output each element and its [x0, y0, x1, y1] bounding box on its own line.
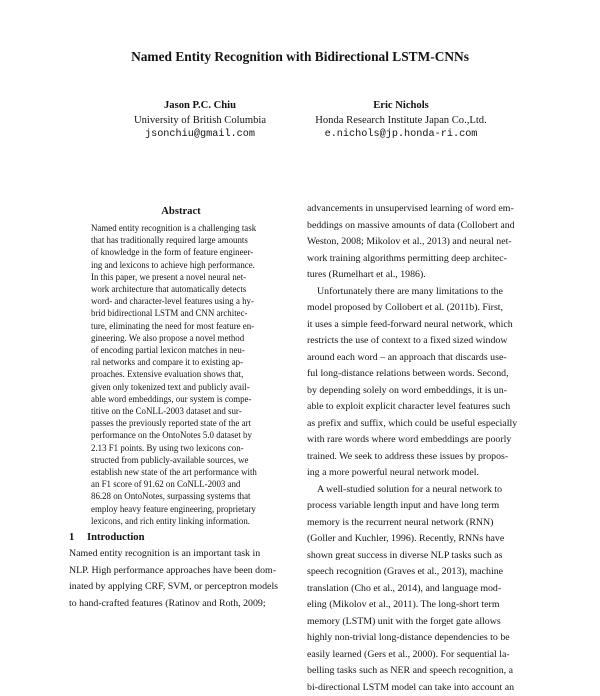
- text-line: restricts the use of context to a fixed sized window: [307, 333, 531, 350]
- text-line: inated by applying CRF, SVM, or perceptron models: [69, 579, 293, 596]
- section-heading-introduction: [69, 531, 145, 544]
- abstract-heading: Abstract: [92, 205, 270, 218]
- text-line: work training algorithms permitting deep architec-: [307, 251, 531, 268]
- text-line: NLP. High performance approaches have been dom-: [69, 563, 293, 580]
- text-line: 86.28 on OntoNotes, surpassing systems that: [91, 490, 271, 502]
- text-line: memory is the recurrent neural network (RNN): [307, 515, 531, 532]
- text-line: shown great success in diverse NLP tasks such as: [307, 548, 531, 565]
- text-line: able to exploit explicit character level features such: [307, 399, 531, 416]
- text-line: eling (Mikolov et al., 2011). The long-short term: [307, 597, 531, 614]
- text-line: titive on the CoNLL-2003 dataset and sur-: [91, 405, 271, 417]
- author-email: e.nichols@jp.honda-ri.com: [281, 128, 521, 143]
- text-line: given only tokenized text and publicly avail-: [91, 381, 271, 393]
- text-line: ful long-distance relations between words. Second,: [307, 366, 531, 383]
- right-column-body: [307, 201, 531, 696]
- abstract-body: [91, 222, 271, 527]
- text-line: In this paper, we present a novel neural net-: [91, 271, 271, 283]
- text-line: bi-directional LSTM model can take into account an: [307, 680, 531, 696]
- section-number: 1: [69, 531, 87, 544]
- text-line: employ heavy feature engineering, proprietary: [91, 503, 271, 515]
- text-line: with rare words where word embeddings are poorly: [307, 432, 531, 449]
- author-email: jsonchiu@gmail.com: [80, 128, 320, 143]
- text-line: Named entity recognition is a challenging task: [91, 222, 271, 234]
- text-line: ture, eliminating the need for most feature en-: [91, 320, 271, 332]
- text-line: Named entity recognition is an important task in: [69, 546, 293, 563]
- text-line: word- and character-level features using a hy-: [91, 295, 271, 307]
- text-line: of knowledge in the form of feature engineer-: [91, 246, 271, 258]
- author-name: Jason P.C. Chiu: [80, 99, 320, 114]
- text-line: 2.13 F1 points. By using two lexicons con-: [91, 442, 271, 454]
- text-line: gineering. We also propose a novel method: [91, 332, 271, 344]
- text-line: ing a more powerful neural network model.: [307, 465, 531, 482]
- text-line: memory (LSTM) unit with the forget gate allows: [307, 614, 531, 631]
- text-line: structed from publicly-available sources, we: [91, 454, 271, 466]
- author-block-2: [281, 99, 521, 143]
- text-line: an F1 score of 91.62 on CoNLL-2003 and: [91, 478, 271, 490]
- page-title: Named Entity Recognition with Bidirectional LSTM-CNNs: [0, 49, 600, 65]
- text-line: performance on the OntoNotes 5.0 dataset by: [91, 429, 271, 441]
- text-line: around each word – an approach that discards use-: [307, 350, 531, 367]
- text-line: as prefix and suffix, which could be useful especially: [307, 416, 531, 433]
- text-line: beddings on massive amounts of data (Collobert and: [307, 218, 531, 235]
- text-line: translation (Cho et al., 2014), and language mod-: [307, 581, 531, 598]
- text-line: ing and lexicons to achieve high performance.: [91, 259, 271, 271]
- text-line: to hand-crafted features (Ratinov and Roth, 2009;: [69, 596, 293, 613]
- text-line: tures (Rumelhart et al., 1986).: [307, 267, 531, 284]
- text-line: of encoding partial lexicon matches in neu-: [91, 344, 271, 356]
- text-line: model proposed by Collobert et al. (2011b). First,: [307, 300, 531, 317]
- text-line: process variable length input and have long term: [307, 498, 531, 515]
- author-name: Eric Nichols: [281, 99, 521, 114]
- text-line: by depending solely on word embeddings, it is un-: [307, 383, 531, 400]
- text-line: establish new state of the art performance with: [91, 466, 271, 478]
- text-line: easily learned (Gers et al., 2000). For sequential la-: [307, 647, 531, 664]
- text-line: A well-studied solution for a neural network to: [307, 482, 531, 499]
- introduction-body: [69, 546, 293, 612]
- text-line: Unfortunately there are many limitations to the: [307, 284, 531, 301]
- text-line: work architecture that automatically detects: [91, 283, 271, 295]
- text-line: speech recognition (Graves et al., 2013), machine: [307, 564, 531, 581]
- author-affiliation: University of British Columbia: [80, 114, 320, 129]
- text-line: advancements in unsupervised learning of word em-: [307, 201, 531, 218]
- text-line: that has traditionally required large amounts: [91, 234, 271, 246]
- text-line: lexicons, and rich entity linking information.: [91, 515, 271, 527]
- text-line: brid bidirectional LSTM and CNN architec-: [91, 307, 271, 319]
- text-line: (Goller and Kuchler, 1996). Recently, RNNs have: [307, 531, 531, 548]
- author-affiliation: Honda Research Institute Japan Co.,Ltd.: [281, 114, 521, 129]
- section-title: Introduction: [87, 532, 145, 543]
- text-line: highly non-trivial long-distance dependencies to be: [307, 630, 531, 647]
- text-line: passes the previously reported state of the art: [91, 417, 271, 429]
- text-line: proaches. Extensive evaluation shows that,: [91, 368, 271, 380]
- text-line: trained. We seek to address these issues by propos-: [307, 449, 531, 466]
- text-line: belling tasks such as NER and speech recognition, a: [307, 663, 531, 680]
- text-line: it uses a simple feed-forward neural network, which: [307, 317, 531, 334]
- text-line: ral networks and compare it to existing ap-: [91, 356, 271, 368]
- text-line: Weston, 2008; Mikolov et al., 2013) and neural net-: [307, 234, 531, 251]
- text-line: able word embeddings, our system is compe-: [91, 393, 271, 405]
